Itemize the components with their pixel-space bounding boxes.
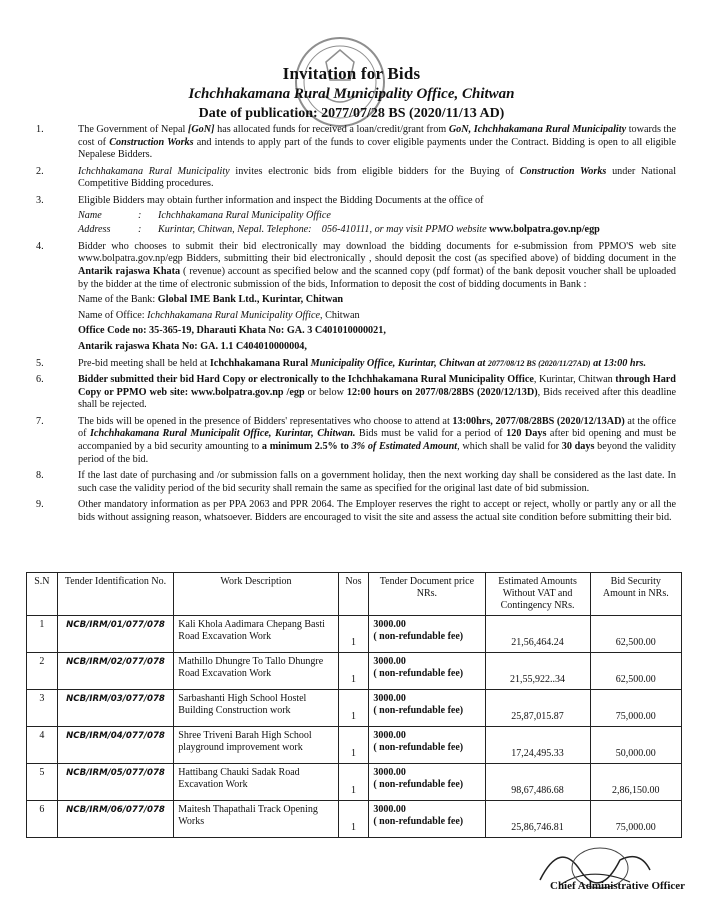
cell-tender-id: NCB/IRM/01/077/078 (57, 616, 174, 653)
cell-nos: 1 (338, 690, 369, 727)
cell-nos: 1 (338, 653, 369, 690)
cell-work: Mathillo Dhungre To Tallo Dhungre Road Excavation Work (174, 653, 338, 690)
clause-number: 8. (36, 470, 44, 482)
clause-text: The bids will be opened in the presence of Bidders' representatives who choose to attend at 13:00hrs, 2077/08/28BS (2020/12/13AD) at the office of Ichchhakamana Rural Municipalit Office, Kurintar, Chitwan. Bids must be valid for a period of 120 Days after bid opening and must be accompanied by a bid security amounting to a minimum 2.5% to 3% of Estimated Amount, which shall be valid for 30 days beyond the validity period of the bid. (78, 415, 677, 465)
clause-3 (24, 195, 676, 237)
cell-sn: 4 (27, 727, 58, 764)
fee-note: ( non-refundable fee) (373, 705, 464, 716)
col-price: Tender Document price NRs. (369, 573, 485, 616)
cell-security: 2,86,150.00 (590, 764, 681, 801)
clause-number: 2. (36, 165, 44, 177)
cell-price (369, 616, 485, 653)
fee-note: ( non-refundable fee) (373, 668, 464, 679)
cell-price (369, 801, 485, 838)
table-row (27, 727, 682, 764)
cell-work: Kali Khola Aadimara Chepang Basti Road Excavation Work (174, 616, 338, 653)
cell-sn: 1 (27, 616, 58, 653)
cell-nos: 1 (338, 616, 369, 653)
cell-tender-id: NCB/IRM/05/077/078 (57, 764, 174, 801)
tender-table (26, 572, 682, 838)
clause-text: Bidder who chooses to submit their bid electronically may download the bidding documents for e-submission from PPMO'S web site www.bolpatra.gov.np/egp Bidders, submitting their bid electronically , should deposit the cost (as specified above) of bidding document in the Antarik rajaswa Khata ( revenue) account as specified below and the scanned copy (pdf format) of the bank deposit voucher shall be uploaded by the bidder at the time of electronic submission of the bids, Information to deposit the cost of bidding documents in Bank : (78, 240, 676, 290)
cell-sn: 2 (27, 653, 58, 690)
col-nos: Nos (338, 573, 369, 616)
clause-number: 9. (36, 499, 44, 511)
table-row (27, 690, 682, 727)
table-row (27, 764, 682, 801)
fee-note: ( non-refundable fee) (373, 631, 464, 642)
clause-text: If the last date of purchasing and /or submission falls on a government holiday, then the next working day shall be considered as the last date. In such case the validity period of the bid security shall remain the same as specified for the original last date of bid submission. (78, 470, 676, 494)
cell-estimated: 25,87,015.87 (485, 690, 590, 727)
col-sn: S.N (27, 573, 58, 616)
cell-nos: 1 (338, 764, 369, 801)
price-value: 3000.00 (373, 656, 406, 667)
col-estimated: Estimated Amounts Without VAT and Contingency NRs. (485, 573, 590, 616)
cell-estimated: 21,55,922..34 (485, 653, 590, 690)
cell-nos: 1 (338, 801, 369, 838)
price-value: 3000.00 (373, 804, 406, 815)
office-name-row: Name of Office: Ichchhakamana Rural Municipality Office, Chitwan (78, 309, 360, 321)
cell-price (369, 690, 485, 727)
cell-sn: 6 (27, 801, 58, 838)
clause-number: 6. (36, 374, 44, 386)
clause-text: Ichchhakamana Rural Municipality invites electronic bids from eligible bidders for the Buying of Construction Works under National Competitive Bidding procedures. (78, 165, 677, 190)
clause-text: Eligible Bidders may obtain further information and inspect the Bidding Documents at the office of (78, 194, 484, 206)
price-value: 3000.00 (373, 693, 406, 704)
price-value: 3000.00 (373, 767, 406, 778)
cell-work: Hattibang Chauki Sadak Road Excavation Work (174, 764, 338, 801)
cell-price (369, 653, 485, 690)
clause-4 (24, 241, 676, 354)
revenue-account-row: Antarik rajaswa Khata No: GA. 1.1 C404010000004, (78, 340, 307, 352)
table-header-row (27, 573, 682, 616)
clause-text: Bidder submitted their bid Hard Copy or electronically to the Ichchhakamana Rural Municipality Office, Kurintar, Chitwan through Hard Copy or PPMO web site: www.bolpatra.gov.np /egp or below 12:00 hours on 2077/08/28BS (2020/12/13D), Bids received after this deadline shall be rejected. (78, 374, 676, 411)
cell-price (369, 727, 485, 764)
cell-estimated: 21,56,464.24 (485, 616, 590, 653)
clause-1 (24, 124, 676, 162)
cell-tender-id: NCB/IRM/04/077/078 (57, 727, 174, 764)
price-value: 3000.00 (373, 619, 406, 630)
col-tender-id: Tender Identification No. (57, 573, 174, 616)
price-value: 3000.00 (373, 730, 406, 741)
cell-tender-id: NCB/IRM/06/077/078 (57, 801, 174, 838)
cell-price (369, 764, 485, 801)
clause-number: 1. (36, 124, 44, 135)
col-work: Work Description (174, 573, 338, 616)
cell-work: Shree Triveni Barah High School playground improvement work (174, 727, 338, 764)
cell-sn: 5 (27, 764, 58, 801)
cell-estimated: 17,24,495.33 (485, 727, 590, 764)
clause-6 (24, 374, 676, 412)
cell-security: 62,500.00 (590, 653, 681, 690)
clause-number: 3. (36, 194, 44, 206)
cell-security: 75,000.00 (590, 801, 681, 838)
office-name: Ichchhakamana Rural Municipality Office, Chitwan (188, 86, 515, 102)
clause-8 (24, 470, 676, 495)
cell-work: Sarbashanti High School Hostel Building Construction work (174, 690, 338, 727)
cell-tender-id: NCB/IRM/03/077/078 (57, 690, 174, 727)
cell-estimated: 25,86,746.81 (485, 801, 590, 838)
clause-2 (24, 166, 676, 191)
website-link[interactable]: www.bolpatra.gov.np/egp (489, 224, 600, 236)
office-name-row: Name : Ichchhakamana Rural Municipality Office (78, 209, 331, 221)
bank-name-row: Name of the Bank: Global IME Bank Ltd., Kurintar, Chitwan (78, 294, 344, 306)
col-security: Bid Security Amount in NRs. (590, 573, 681, 616)
office-address-row: Address : Kurintar, Chitwan, Nepal. Telephone: 056-410111, or may visit PPMO website www.bolpatra.gov.np/egp (78, 224, 600, 236)
cell-security: 50,000.00 (590, 727, 681, 764)
clause-number: 5. (36, 357, 44, 369)
clause-text: Pre-bid meeting shall be held at Ichchhakamana Rural Municipality Office, Kurintar, Chitwan at 2077/08/12 BS (2020/11/27AD) at 13:00 hrs. (78, 357, 647, 369)
cell-work: Maitesh Thapathali Track Opening Works (174, 801, 338, 838)
clause-number: 4. (36, 240, 44, 252)
cell-nos: 1 (338, 727, 369, 764)
table-row (27, 616, 682, 653)
signatory-title: Chief Administrative Officer (550, 880, 686, 892)
clause-5 (24, 358, 676, 371)
cell-security: 62,500.00 (590, 616, 681, 653)
office-code-row: Office Code no: 35-365-19, Dharauti Khata No: GA. 3 C401010000021, (78, 325, 386, 337)
notice-title: Invitation for Bids (282, 64, 421, 83)
clause-number: 7. (36, 415, 44, 427)
clause-text: The Government of Nepal [GoN] has allocated funds for received a loan/credit/grant from GoN, Ichchhakamana Rural Municipality towards the cost of Construction Works and intends to apply part of the funds to cover eligible payments under the Contract. Bidding is open to all eligible Nepalese Bidders. (78, 124, 676, 161)
notice-body (24, 124, 676, 529)
cell-estimated: 98,67,486.68 (485, 764, 590, 801)
table-row (27, 653, 682, 690)
clause-text: Other mandatory information as per PPA 2063 and PPR 2064. The Employer reserves the right to accept or reject, wholly or partly any or all the bids without assigning reason, whatsoever. Bidders are encouraged to visit the site and assess the actual site condition before submitting their bid. (78, 499, 676, 524)
fee-note: ( non-refundable fee) (373, 779, 464, 790)
clause-7 (24, 416, 676, 466)
fee-note: ( non-refundable fee) (373, 742, 464, 753)
clause-9 (24, 499, 676, 524)
cell-tender-id: NCB/IRM/02/077/078 (57, 653, 174, 690)
cell-sn: 3 (27, 690, 58, 727)
cell-security: 75,000.00 (590, 690, 681, 727)
fee-note: ( non-refundable fee) (373, 816, 464, 827)
publication-date: Date of publication: 2077/07/28 BS (2020/11/13 AD) (198, 106, 505, 121)
